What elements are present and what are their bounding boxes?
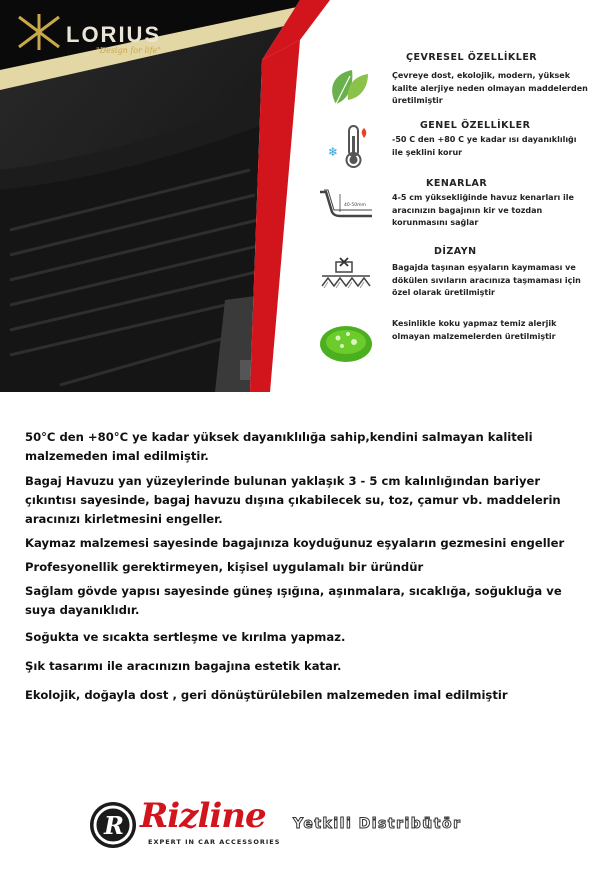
feature-text: Bagajda taşınan eşyaların kaymaması ve dökülen sıvıların aracınıza taşmaması için özel olarak üretilmiştir — [392, 263, 581, 297]
svg-text:R: R — [104, 811, 124, 840]
logo-subtitle: EXPERT IN CAR ACCESSORIES — [148, 838, 281, 846]
product-banner — [0, 0, 592, 392]
svg-text:❄: ❄ — [328, 145, 339, 159]
description-paragraph: 50°C den +80°C ye kadar yüksek dayanıklılığa sahip,kendini salmayan kaliteli malzemeden imal edilmiştir. — [25, 430, 533, 463]
feature-text: -50 C den +80 C ye kadar ısı dayanıklılığı ile şeklini korur — [392, 135, 577, 157]
description-paragraph: Şık tasarımı ile aracınızın bagajına estetik katar. — [25, 659, 342, 673]
lorius-emblem-icon — [14, 12, 64, 52]
leaf-icon — [318, 60, 374, 108]
thermometer-icon — [318, 122, 374, 170]
green-drops-icon — [318, 320, 374, 368]
feature-text: Çevreye dost, ekolojik, modern, yüksek kalite alerjiye neden olmayan maddelerden üretilmiştir — [392, 71, 588, 105]
icon-label: 40-50mm — [344, 203, 366, 208]
feature-title: ÇEVRESEL ÖZELLİKLER — [406, 52, 538, 63]
description-paragraph: Sağlam gövde yapısı sayesinde güneş ışığına, aşınmalara, sıcaklığa, soğukluğa ve suya dayanıklıdır. — [25, 584, 562, 617]
feature-text: 4-5 cm yüksekliğinde havuz kenarları ile aracınızın bagajının kir ve tozdan korunmasını sağlar — [392, 193, 574, 227]
anti-slip-icon — [318, 254, 374, 302]
feature-title: GENEL ÖZELLİKLER — [420, 120, 531, 131]
description-paragraph: Kaymaz malzemesi sayesinde bagajınıza koyduğunuz eşyaların gezmesini engeller — [25, 536, 565, 550]
edge-profile-icon — [318, 184, 374, 232]
distributor-label: Yetkili Distribütör — [293, 816, 462, 832]
description-paragraph: Profesyonellik gerektirmeyen, kişisel uygulamalı bir üründür — [25, 560, 424, 574]
description-paragraph: Soğukta ve sıcakta sertleşme ve kırılma yapmaz. — [25, 630, 346, 644]
lorius-logo — [14, 12, 162, 56]
feature-list — [308, 0, 592, 392]
rizline-emblem-icon — [88, 800, 138, 850]
description-paragraph: Ekolojik, doğayla dost , geri dönüştürülebilen malzemeden imal edilmiştir — [25, 688, 508, 702]
feature-title: DİZAYN — [434, 246, 477, 257]
brand-name: LORIUS — [66, 22, 162, 47]
rizline-logo — [88, 796, 518, 864]
feature-title: KENARLAR — [426, 178, 488, 189]
logo-word: Rizline — [140, 796, 266, 836]
description-paragraph: Bagaj Havuzu yan yüzeylerinde bulunan yaklaşık 3 - 5 cm kalınlığından bariyer çıkıntısı sayesinde, bagaj havuzu dışına çıkabilecek su, toz, çamur vb. maddelerin aracınızı kirletmesini engeller. — [25, 474, 561, 526]
feature-text: Kesinlikle koku yapmaz temiz alerjik olmayan malzemelerden üretilmiştir — [392, 319, 557, 341]
brand-tagline: "Design for life" — [96, 46, 161, 55]
